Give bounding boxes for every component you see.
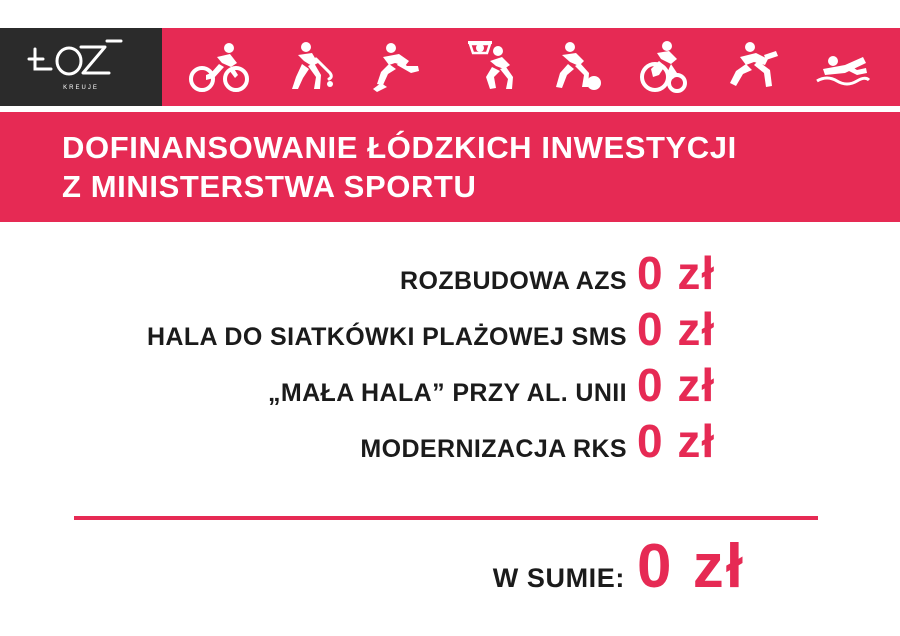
basketball-icon xyxy=(456,36,518,98)
investment-label: ROZBUDOWA AZS xyxy=(400,267,627,295)
lodz-logo-subtext: KREUJE xyxy=(63,85,99,91)
track-cycling-icon xyxy=(633,36,695,98)
investment-label: „MAŁA HALA” PRZY AL. UNII xyxy=(267,379,627,407)
investment-label: MODERNIZACJA RKS xyxy=(360,435,627,463)
page-title-line-2: Z MINISTERSTWA SPORTU xyxy=(62,169,477,204)
field-hockey-icon xyxy=(278,36,340,98)
header-band xyxy=(0,28,900,106)
investment-list xyxy=(0,247,900,474)
football-icon xyxy=(544,36,606,98)
running-icon xyxy=(722,36,784,98)
cycling-icon xyxy=(189,36,251,98)
total-divider xyxy=(74,516,818,520)
lodz-logo xyxy=(0,28,162,106)
page-title xyxy=(0,112,900,222)
list-item xyxy=(0,415,900,474)
gymnastics-icon xyxy=(367,36,429,98)
swimming-icon xyxy=(811,36,873,98)
list-item xyxy=(0,303,900,362)
sport-pictogram-strip xyxy=(162,28,900,106)
investment-amount: 0 zł xyxy=(637,359,716,411)
total-label: W SUMIE: xyxy=(492,563,625,593)
investment-amount: 0 zł xyxy=(637,247,716,299)
list-item xyxy=(0,359,900,418)
investment-label: HALA DO SIATKÓWKI PLAŻOWEJ SMS xyxy=(146,323,627,351)
page-title-line-1: DOFINANSOWANIE ŁÓDZKICH INWESTYCJI xyxy=(62,130,737,165)
investment-amount: 0 zł xyxy=(637,303,716,355)
total-row xyxy=(0,532,900,601)
list-item xyxy=(0,247,900,306)
total-amount: 0 zł xyxy=(637,532,745,601)
investment-amount: 0 zł xyxy=(637,415,716,467)
